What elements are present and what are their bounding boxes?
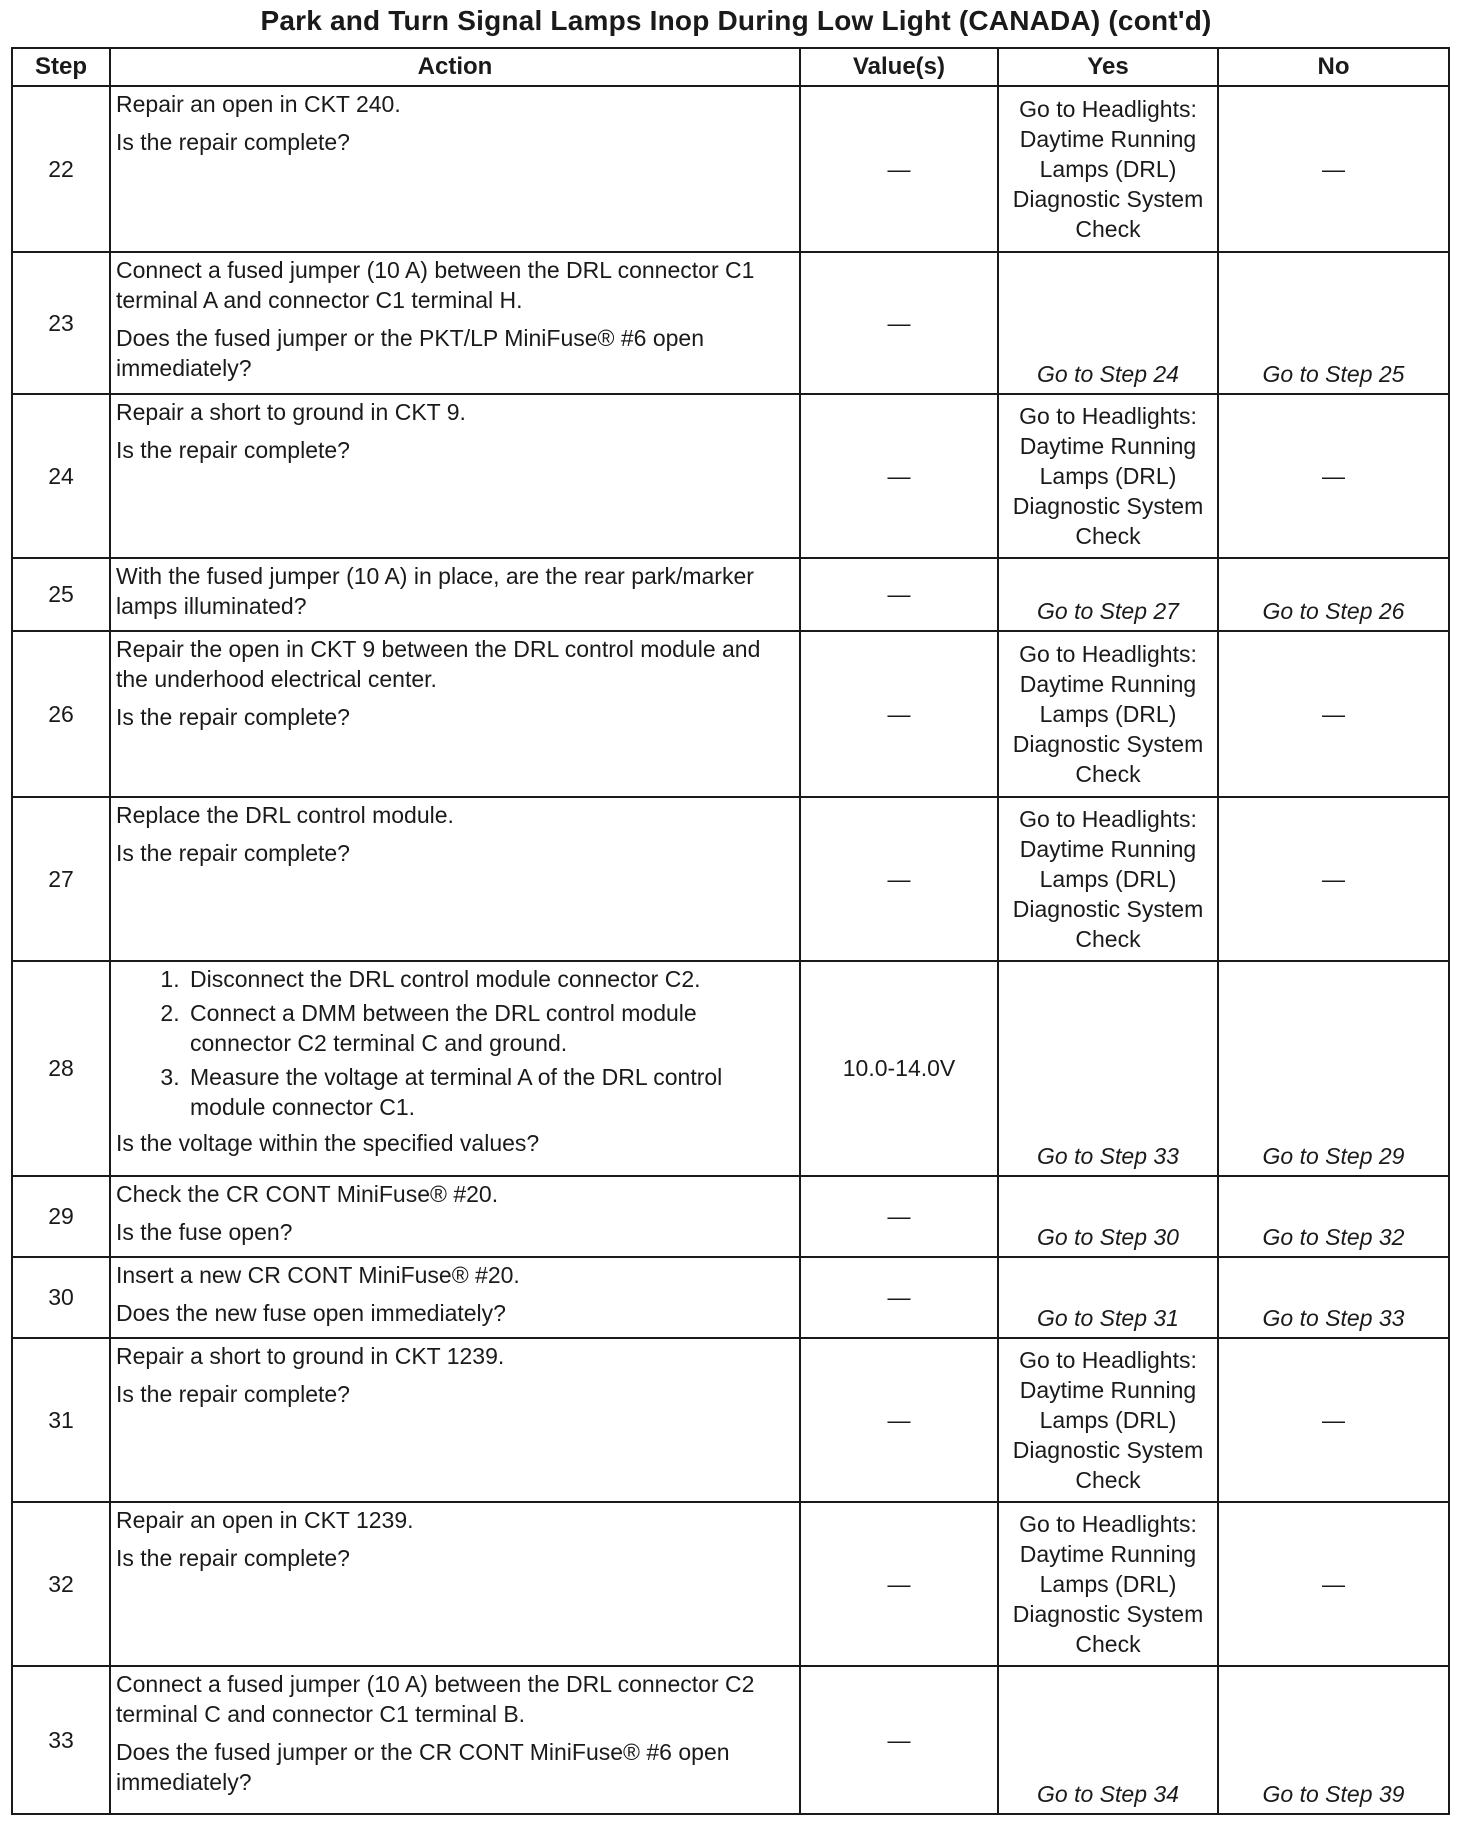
action-text: Replace the DRL control module.: [116, 802, 454, 829]
action-text: Connect a fused jumper (10 A) between the DRL connector C2 terminal C and connector C1 terminal B.: [116, 1671, 755, 1728]
step-number: 27: [12, 797, 110, 961]
action-text: Is the repair complete?: [116, 1544, 350, 1571]
step-number: 29: [12, 1176, 110, 1257]
step-number: 25: [12, 558, 110, 631]
action-cell: [110, 797, 800, 961]
no-cell: —: [1218, 797, 1449, 961]
action-text: Is the voltage within the specified values?: [116, 1130, 540, 1157]
table-row: [12, 1257, 1449, 1338]
no-column-header: No: [1218, 48, 1449, 86]
step-number: 28: [12, 961, 110, 1176]
value-cell: —: [800, 797, 998, 961]
value-cell: —: [800, 1176, 998, 1257]
action-steps-list: [116, 964, 793, 1122]
action-step-item: 2. Connect a DMM between the DRL control module connector C2 terminal C and ground.: [186, 998, 793, 1058]
yes-cell: Go to Headlights: Daytime Running Lamps (DRL) Diagnostic System Check: [998, 394, 1218, 558]
table-row: [12, 1502, 1449, 1666]
action-cell: [110, 1257, 800, 1338]
step-number: 23: [12, 252, 110, 394]
diagnostic-table: [11, 47, 1450, 1815]
value-cell: —: [800, 1666, 998, 1814]
action-text: Check the CR CONT MiniFuse® #20.: [116, 1180, 499, 1207]
action-text: Is the repair complete?: [116, 436, 350, 463]
table-body: [12, 86, 1449, 1814]
step-number: 26: [12, 631, 110, 797]
table-row: [12, 86, 1449, 252]
action-cell: [110, 1502, 800, 1666]
header-row: [12, 48, 1449, 86]
table-row: [12, 631, 1449, 797]
action-column-header: Action: [110, 48, 800, 86]
action-text: Does the fused jumper or the CR CONT MiniFuse® #6 open immediately?: [116, 1739, 730, 1796]
action-step-item: 1. Disconnect the DRL control module connector C2.: [186, 964, 793, 994]
action-cell: [110, 558, 800, 631]
no-cell: —: [1218, 1502, 1449, 1666]
action-cell: [110, 1666, 800, 1814]
action-cell: [110, 86, 800, 252]
value-cell: —: [800, 631, 998, 797]
step-number: 22: [12, 86, 110, 252]
no-cell: —: [1218, 86, 1449, 252]
step-number: 24: [12, 394, 110, 558]
yes-cell: Go to Step 33: [998, 961, 1218, 1176]
value-cell: —: [800, 1338, 998, 1502]
action-text: Connect a fused jumper (10 A) between the DRL connector C1 terminal A and connector C1 terminal H.: [116, 257, 755, 314]
action-cell: [110, 1176, 800, 1257]
no-cell: Go to Step 39: [1218, 1666, 1449, 1814]
yes-column-header: Yes: [998, 48, 1218, 86]
yes-cell: Go to Headlights: Daytime Running Lamps (DRL) Diagnostic System Check: [998, 1338, 1218, 1502]
action-text: Insert a new CR CONT MiniFuse® #20.: [116, 1261, 520, 1288]
no-cell: Go to Step 33: [1218, 1257, 1449, 1338]
no-cell: —: [1218, 1338, 1449, 1502]
no-cell: Go to Step 32: [1218, 1176, 1449, 1257]
yes-cell: Go to Headlights: Daytime Running Lamps (DRL) Diagnostic System Check: [998, 631, 1218, 797]
table-row: [12, 252, 1449, 394]
yes-cell: Go to Step 34: [998, 1666, 1218, 1814]
values-column-header: Value(s): [800, 48, 998, 86]
action-text: Repair a short to ground in CKT 1239.: [116, 1342, 505, 1369]
table-row: [12, 1176, 1449, 1257]
action-text: Repair an open in CKT 1239.: [116, 1506, 414, 1533]
action-text: Is the repair complete?: [116, 1380, 350, 1407]
yes-cell: Go to Step 27: [998, 558, 1218, 631]
action-text: With the fused jumper (10 A) in place, are the rear park/marker lamps illuminated?: [116, 562, 754, 619]
table-row: [12, 797, 1449, 961]
yes-cell: Go to Headlights: Daytime Running Lamps (DRL) Diagnostic System Check: [998, 1502, 1218, 1666]
step-number: 30: [12, 1257, 110, 1338]
yes-cell: Go to Headlights: Daytime Running Lamps (DRL) Diagnostic System Check: [998, 86, 1218, 252]
table-row: [12, 1338, 1449, 1502]
value-cell: —: [800, 1502, 998, 1666]
no-cell: —: [1218, 631, 1449, 797]
yes-cell: Go to Step 31: [998, 1257, 1218, 1338]
yes-cell: Go to Step 24: [998, 252, 1218, 394]
value-cell: —: [800, 1257, 998, 1338]
page-title: Park and Turn Signal Lamps Inop During Low Light (CANADA) (cont'd): [260, 5, 1212, 36]
action-text: Is the repair complete?: [116, 840, 350, 867]
action-step-item: 3. Measure the voltage at terminal A of the DRL control module connector C1.: [186, 1062, 793, 1122]
no-cell: —: [1218, 394, 1449, 558]
value-cell: —: [800, 252, 998, 394]
step-number: 31: [12, 1338, 110, 1502]
value-cell: —: [800, 394, 998, 558]
table-row: [12, 558, 1449, 631]
no-cell: Go to Step 25: [1218, 252, 1449, 394]
no-cell: Go to Step 29: [1218, 961, 1449, 1176]
action-text: Is the repair complete?: [116, 703, 350, 730]
yes-cell: Go to Headlights: Daytime Running Lamps (DRL) Diagnostic System Check: [998, 797, 1218, 961]
step-number: 33: [12, 1666, 110, 1814]
action-text: Is the fuse open?: [116, 1218, 293, 1245]
action-text: Does the fused jumper or the PKT/LP MiniFuse® #6 open immediately?: [116, 325, 705, 382]
step-number: 32: [12, 1502, 110, 1666]
action-cell: [110, 961, 800, 1176]
action-cell: [110, 394, 800, 558]
value-cell: —: [800, 86, 998, 252]
value-cell: —: [800, 558, 998, 631]
action-text: Repair an open in CKT 240.: [116, 91, 401, 117]
table-row: [12, 1666, 1449, 1814]
yes-cell: Go to Step 30: [998, 1176, 1218, 1257]
no-cell: Go to Step 26: [1218, 558, 1449, 631]
action-cell: [110, 252, 800, 394]
action-cell: [110, 1338, 800, 1502]
action-text: Does the new fuse open immediately?: [116, 1299, 506, 1326]
action-text: Is the repair complete?: [116, 129, 350, 155]
action-cell: [110, 631, 800, 797]
table-row: [12, 394, 1449, 558]
value-cell: 10.0-14.0V: [800, 961, 998, 1176]
table-row: [12, 961, 1449, 1176]
step-column-header: Step: [12, 48, 110, 86]
action-text: Repair a short to ground in CKT 9.: [116, 398, 466, 425]
action-text: Repair the open in CKT 9 between the DRL control module and the underhood electrical center.: [116, 635, 761, 692]
